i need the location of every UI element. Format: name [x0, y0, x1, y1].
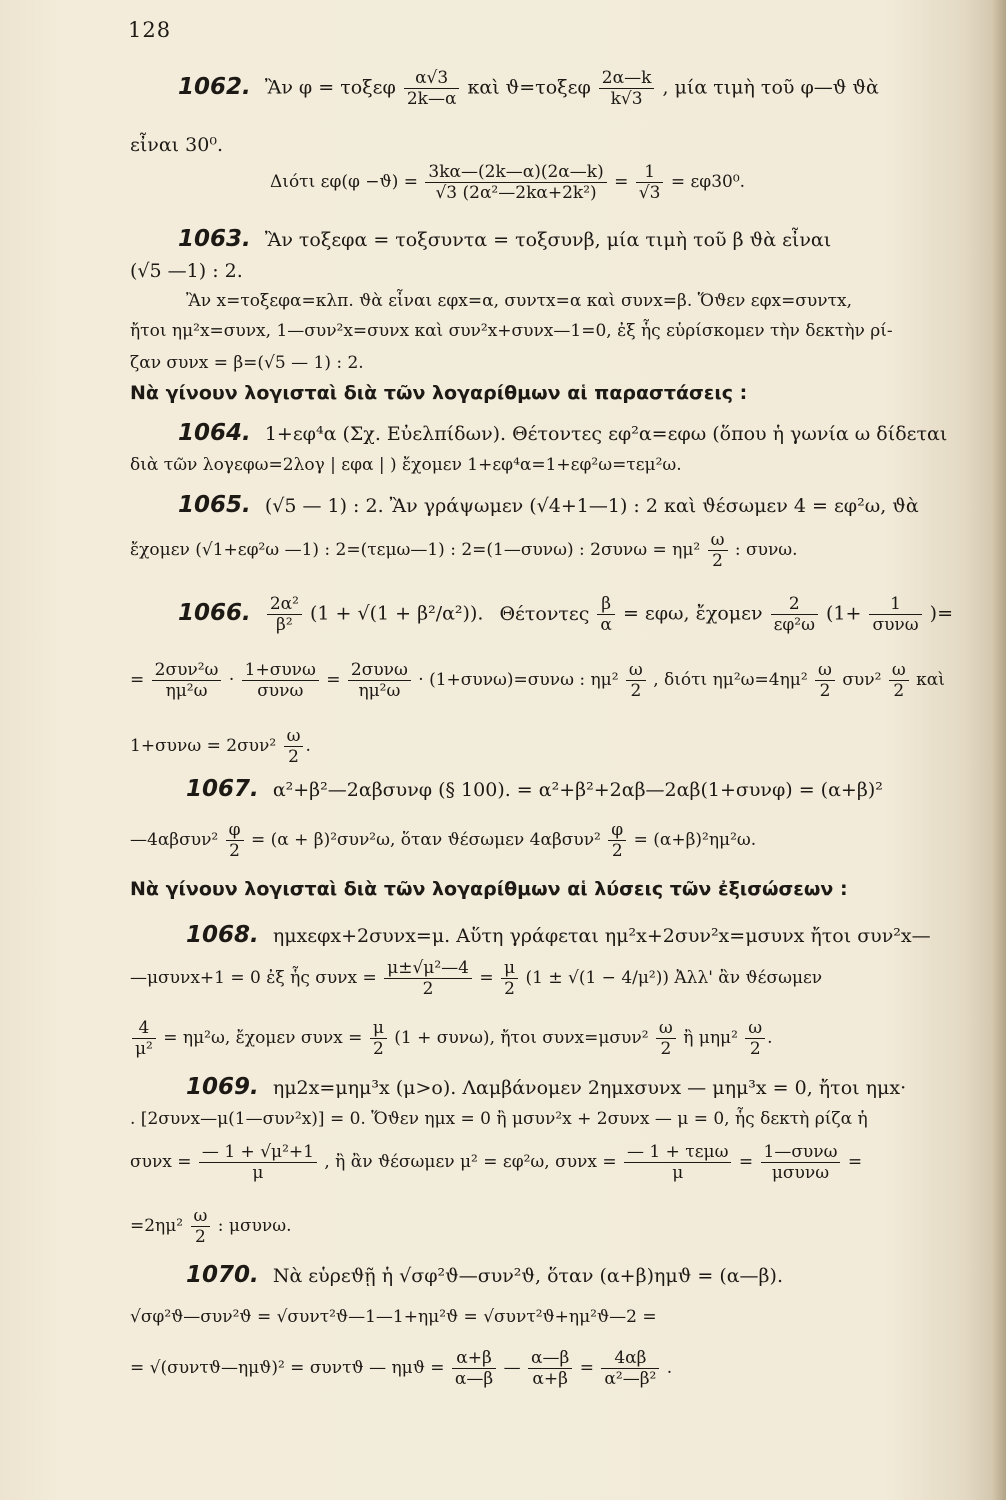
problem-1062-line-3: Διότι εφ(φ −ϑ) = $\frac{3k\alpha—(2k—\alpha)(2\alpha—k)}{\text{√3 (2α²—2kα+2k²)}}$ = $\frac{1}{√3}$ = εφ30⁰.	[270, 162, 746, 203]
fraction: $\frac{\text{1—συνω}}{\text{μσυνω}}$	[761, 1142, 841, 1183]
fraction: $\frac{4\alpha\beta}{\text{α²—β²}}$	[601, 1348, 659, 1389]
problem-1062-line-1: 1062. Ἂν φ = τοξεφ $\frac{\alpha√3}{2k—\alpha}$ καὶ ϑ=τοξεφ $\frac{2\alpha—k}{k√3}$ , μία τιμὴ τοῦ φ—ϑ ϑὰ	[178, 68, 879, 109]
fraction: $\frac{\text{2α²}}{\text{β²}}$	[267, 594, 302, 635]
problem-1063-line-5: ζαν συνx = β=(√5 — 1) : 2.	[130, 353, 364, 373]
fraction: $\frac{\omega}{2}$	[191, 1206, 211, 1247]
problem-1070-line-3: = √(συντϑ—ημϑ)² = συντϑ — ημϑ = $\frac{\alpha+\beta}{\alpha—\beta}$ — $\frac{\alpha—\beta}{\alpha+\beta}$ = $\frac{4\alpha\beta}{\text{α²—β²}}$ .	[130, 1348, 673, 1389]
fraction: $\frac{\mu}{2}$	[370, 1018, 387, 1059]
fraction: $\frac{\omega}{2}$	[815, 660, 835, 701]
fraction: $\frac{3k\alpha—(2k—\alpha)(2\alpha—k)}{\text{√3 (2α²—2kα+2k²)}}$	[425, 162, 606, 203]
problem-1066-line-3: 1+συνω = 2συν² $\frac{\omega}{2}$ .	[130, 726, 311, 767]
problem-1069-line-1: 1069. ημ2x=μημ³x (μ>ο). Λαμβάνομεν 2ημxσυνx — μημ³x = 0, ἤτοι ημx·	[186, 1074, 907, 1100]
section-heading-equations: Νὰ γίνουν λογισταὶ διὰ τῶν λογαρίθμων αἱ λύσεις τῶν ἐξισώσεων :	[130, 878, 848, 900]
fraction: $\frac{\varphi}{2}$	[608, 820, 626, 861]
problem-1063-line-3: Ἂν x=τοξεφα=κλπ. ϑὰ εἶναι εφx=α, συντx=α καὶ συνx=β. Ὅϑεν εφx=συντx,	[186, 291, 852, 311]
problem-1068-line-1: 1068. ημxεφx+2συνx=μ. Αὕτη γράφεται ημ²x+2συν²x=μσυνx ἤτοι συν²x—	[186, 922, 931, 948]
problem-1068-line-3: $\frac{4}{\text{μ²}}$ = ημ²ω, ἔχομεν συνx = $\frac{\mu}{2}$ (1 + συνω), ἤτοι συνx=μσυν² $\frac{\omega}{2}$ ἢ μημ² $\frac{\omega}{2}$ .	[130, 1018, 773, 1059]
fraction: $\frac{4}{\text{μ²}}$	[132, 1018, 156, 1059]
problem-number-1066: 1066.	[178, 599, 251, 626]
fraction: $\frac{\beta}{\alpha}$	[597, 594, 614, 635]
problem-1066-line-2: = $\frac{\text{2συν²ω}}{\text{ημ²ω}}$ · $\frac{\text{1+συνω}}{\text{συνω}}$ = $\frac{\text{2συνω}}{\text{ημ²ω}}$ · (1+συνω)=συνω : ημ² $\frac{\omega}{2}$ , διότι ημ²ω=4ημ² $\frac{\omega}{2}$ συν² $\frac{\omega}{2}$ καὶ	[130, 660, 945, 701]
fraction: $\frac{1}{√3}$	[636, 162, 664, 203]
fraction: $\frac{\mu}{2}$	[501, 958, 518, 999]
fraction: $\frac{\text{— 1 + √μ²+1}}{\mu}$	[199, 1142, 317, 1183]
section-heading-expressions: Νὰ γίνουν λογισταὶ διὰ τῶν λογαρίθμων αἱ παραστάσεις :	[130, 382, 748, 404]
problem-1064-line-1: 1064. 1+εφ⁴α (Σχ. Εὐελπίδων). Θέτοντες εφ²α=εφω (ὅπου ἡ γωνία ω δίδεται	[178, 420, 948, 446]
problem-1062-line-2: εἶναι 30⁰.	[130, 134, 223, 156]
fraction: $\frac{\alpha—\beta}{\alpha+\beta}$	[528, 1348, 572, 1389]
fraction: $\frac{\alpha√3}{2k—\alpha}$	[404, 68, 460, 109]
problem-1068-line-2: —μσυνx+1 = 0 ἐξ ἧς συνx = $\frac{\text{μ±√μ²—4}}{2}$ = $\frac{\mu}{2}$ (1 ± √(1 − 4/μ²)) Ἀλλ' ἂν ϑέσωμεν	[130, 958, 823, 999]
problem-1063-line-2: (√5 —1) : 2.	[130, 260, 243, 282]
problem-1070-line-1: 1070. Νὰ εὑρεϑῇ ἡ √σφ²ϑ—συν²ϑ, ὅταν (α+β)ημϑ = (α—β).	[186, 1262, 783, 1288]
problem-1065-line-1: 1065. (√5 — 1) : 2. Ἂν γράψωμεν (√4+1—1) : 2 καὶ ϑέσωμεν 4 = εφ²ω, ϑὰ	[178, 492, 919, 518]
fraction: $\frac{\text{μ±√μ²—4}}{2}$	[384, 958, 472, 999]
fraction: $\frac{\text{2συν²ω}}{\text{ημ²ω}}$	[152, 660, 222, 701]
fraction: $\frac{\text{— 1 + τεμω}}{\mu}$	[624, 1142, 731, 1183]
fraction: $\frac{\omega}{2}$	[284, 726, 304, 767]
fraction: $\frac{\omega}{2}$	[745, 1018, 765, 1059]
fraction: $\frac{\text{1+συνω}}{\text{συνω}}$	[242, 660, 319, 701]
problem-1069-line-4: =2ημ² $\frac{\omega}{2}$ : μσυνω.	[130, 1206, 292, 1247]
problem-number-1062: 1062.	[178, 73, 251, 100]
problem-1070-line-2: √σφ²ϑ—συν²ϑ = √συντ²ϑ—1—1+ημ²ϑ = √συντ²ϑ+ημ²ϑ—2 =	[130, 1307, 657, 1327]
fraction: $\frac{\text{2συνω}}{\text{ημ²ω}}$	[348, 660, 411, 701]
fraction: $\frac{2\alpha—k}{k√3}$	[599, 68, 655, 109]
problem-1067-line-2: —4αβσυν² $\frac{\varphi}{2}$ = (α + β)²συν²ω, ὅταν ϑέσωμεν 4αβσυν² $\frac{\varphi}{2}$ = (α+β)²ημ²ω.	[130, 820, 757, 861]
problem-1063-line-4: ἤτοι ημ²x=συνx, 1—συν²x=συνx καὶ συν²x+συνx—1=0, ἐξ ἧς εὑρίσκομεν τὴν δεκτὴν ρί-	[130, 321, 893, 341]
problem-number-1068: 1068.	[186, 922, 259, 948]
fraction: $\frac{\omega}{2}$	[626, 660, 646, 701]
problem-1069-line-3: συνx = $\frac{\text{— 1 + √μ²+1}}{\mu}$ , ἢ ἂν ϑέσωμεν μ² = εφ²ω, συνx = $\frac{\text{— 1 + τεμω}}{\mu}$ = $\frac{\text{1—συνω}}{\text{μσυνω}}$ =	[130, 1142, 863, 1183]
fraction: $\frac{2}{\text{εφ²ω}}$	[771, 594, 818, 635]
problem-number-1070: 1070.	[186, 1262, 259, 1288]
problem-1064-line-2: διὰ τῶν λογεφω=2λογ | εφα | ) ἔχομεν 1+εφ⁴α=1+εφ²ω=τεμ²ω.	[130, 455, 682, 475]
fraction: $\frac{\omega}{2}$	[656, 1018, 676, 1059]
problem-1069-line-2: . [2συνx—μ(1—συν²x)] = 0. Ὅϑεν ημx = 0 ἢ μσυν²x + 2συνx — μ = 0, ἧς δεκτὴ ρίζα ἡ	[130, 1109, 868, 1129]
page-edge-shadow	[992, 0, 1006, 1500]
problem-number-1069: 1069.	[186, 1074, 259, 1100]
fraction: $\frac{\varphi}{2}$	[226, 820, 244, 861]
fraction: $\frac{\omega}{2}$	[889, 660, 909, 701]
problem-number-1067: 1067.	[186, 776, 259, 802]
problem-1066-line-1: 1066. $\frac{\text{2α²}}{\text{β²}}$ (1 + √(1 + β²/α²)). Θέτοντες $\frac{\beta}{\alpha}$ = εφω, ἔχομεν $\frac{2}{\text{εφ²ω}}$ (1+ $\frac{1}{\text{συνω}}$ )=	[178, 594, 954, 635]
problem-1065-line-2: ἔχομεν (√1+εφ²ω —1) : 2=(τεμω—1) : 2=(1—συνω) : 2συνω = ημ² $\frac{\omega}{2}$ : συνω.	[130, 530, 798, 571]
problem-1067-line-1: 1067. α²+β²—2αβσυνφ (§ 100). = α²+β²+2αβ—2αβ(1+συνφ) = (α+β)²	[186, 776, 883, 802]
problem-number-1063: 1063.	[178, 226, 251, 252]
fraction: $\frac{\omega}{2}$	[708, 530, 728, 571]
fraction: $\frac{1}{\text{συνω}}$	[869, 594, 921, 635]
fraction: $\frac{\alpha+\beta}{\alpha—\beta}$	[452, 1348, 496, 1389]
problem-number-1064: 1064.	[178, 420, 251, 446]
problem-number-1065: 1065.	[178, 492, 251, 518]
problem-1063-line-1: 1063. Ἂν τοξεφα = τοξσυντα = τοξσυνβ, μία τιμὴ τοῦ β ϑὰ εἶναι	[178, 226, 832, 252]
page-number: 128	[128, 18, 172, 42]
